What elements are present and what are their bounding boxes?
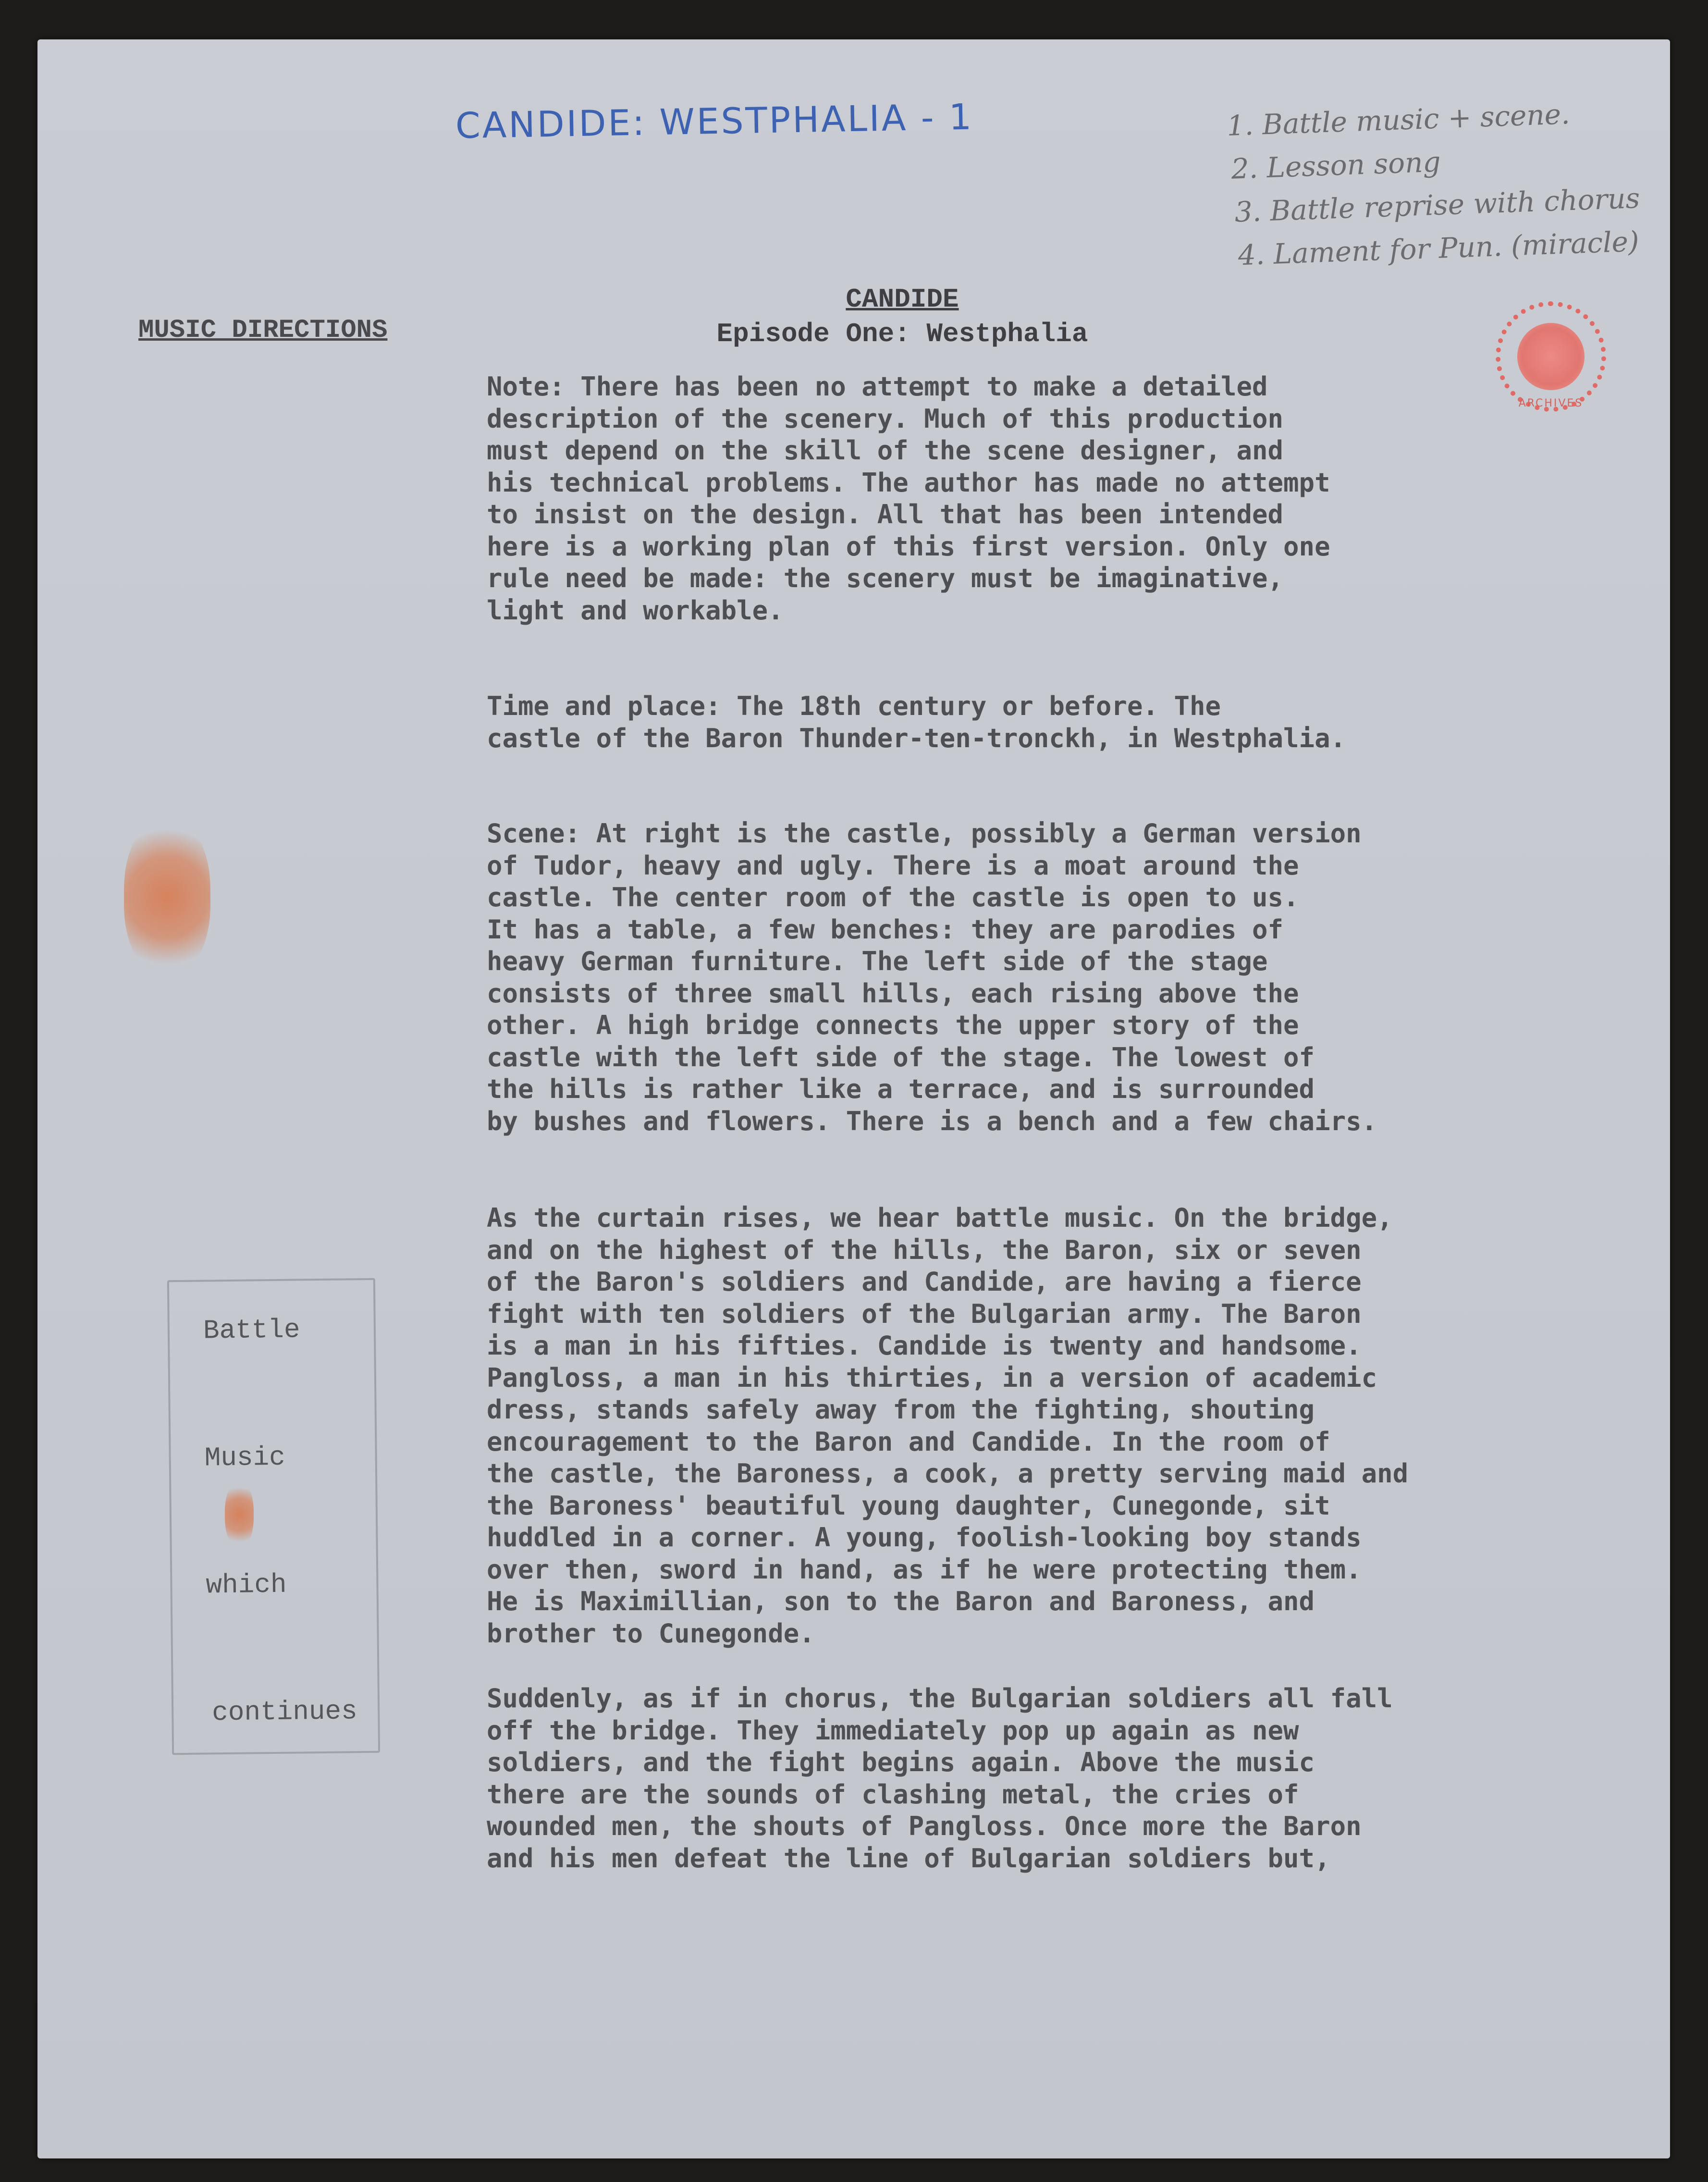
margin-cue-word: continues <box>211 1696 358 1728</box>
margin-music-cue-box <box>167 1278 380 1755</box>
page-subtitle: Episode One: Westphalia <box>716 319 1088 349</box>
scene-paragraph: Scene: At right is the castle, possibly a German version of Tudor, heavy and ugly. There is a moat around the castle. The center room of the castle is open to us. It has a table, a few benches: they are parodies of heavy German furniture. The left side of the stage consists of three small hills, each rising above the other. A high bridge connects the upper story of the castle with the left side of the stage. The lowest of the hills is rather like a terrace, and is surrounded by bushes and flowers. There is a bench and a few chairs. <box>487 818 1377 1136</box>
song-list-item: 2. Lesson song <box>1230 145 1441 185</box>
margin-cue-word: Music <box>204 1442 286 1474</box>
song-list-item: 1. Battle music + scene. <box>1226 98 1571 142</box>
typescript-page <box>37 39 1670 2158</box>
stamp-label: ARCHIVES <box>1518 397 1584 409</box>
handwritten-header-note: CANDIDE: WESTPHALIA - 1 <box>455 96 974 147</box>
song-list-item: 4. Lament for Pun. (miracle) <box>1237 225 1640 272</box>
time-place-paragraph: Time and place: The 18th century or before. The castle of the Baron Thunder-ten-tronckh, in Westphalia. <box>487 691 1346 753</box>
stain-mark <box>124 818 210 976</box>
margin-cue-word: which <box>206 1569 287 1601</box>
margin-cue-word: Battle <box>203 1314 300 1346</box>
suddenly-paragraph: Suddenly, as if in chorus, the Bulgarian soldiers all fall off the bridge. They immediately pop up again as new soldiers, and the fight begins again. Above the music there are the sounds of clashing metal, the cries of wounded men, the shouts of Pangloss. Once more the Baron and his men defeat the line of Bulgarian soldiers but, <box>487 1683 1393 1874</box>
note-paragraph: Note: There has been no attempt to make a detailed description of the scenery. Much of this production must depend on the skill of the scene designer, and his technical problems. The author has made no attempt to insist on the design. All that has been intended here is a working plan of this first version. Only one rule need be made: the scenery must be imaginative, light and workable. <box>487 371 1330 626</box>
song-list-item: 3. Battle reprise with chorus <box>1234 182 1641 229</box>
stain-mark <box>225 1481 254 1548</box>
music-directions-heading: MUSIC DIRECTIONS <box>138 316 388 345</box>
curtain-paragraph: As the curtain rises, we hear battle music. On the bridge, and on the highest of the hills, the Baron, six or seven of the Baron's soldiers and Candide, are having a fierce fight with ten soldiers of the Bulgarian army. The Baron is a man in his fifties. Candide is twenty and handsome. Pangloss, a man in his thirties, in a version of academic dress, stands safely away from the fighting, shouting encouragement to the Baron and Candide. In the room of the castle, the Baroness, a cook, a pretty serving maid and the Baroness' beautiful young daughter, Cunegonde, sit huddled in a corner. A young, foolish-looking boy stands over then, sword in hand, as if he were protecting them. He is Maximillian, son to the Baron and Baroness, and brother to Cunegonde. <box>487 1203 1409 1649</box>
handwritten-song-list <box>1226 90 1642 277</box>
page-title-block <box>662 282 1143 351</box>
page-title: CANDIDE <box>846 284 959 315</box>
